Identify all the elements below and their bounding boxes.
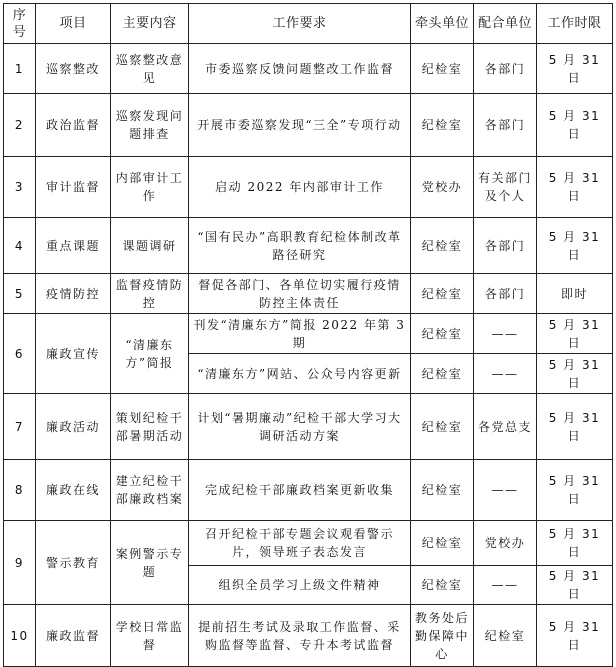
cooperate-cell: 党校办 [474,521,537,566]
deadline-cell: 5 月 31 日 [537,94,613,157]
seq-cell: 7 [4,394,36,460]
content-cell: “清廉东方”简报 [111,314,189,394]
requirement-cell: 市委巡察反馈问题整改工作监督 [189,44,411,94]
project-cell: 政治监督 [36,94,111,157]
table-row [4,521,613,566]
lead-cell: 纪检室 [411,566,474,605]
seq-cell: 6 [4,314,36,394]
header-content: 主要内容 [111,4,189,44]
cooperate-cell: 纪检室 [474,605,537,667]
seq-cell: 10 [4,605,36,667]
lead-cell: 纪检室 [411,394,474,460]
cooperate-cell: —— [474,354,537,394]
content-cell: 案例警示专题 [111,521,189,605]
content-cell: 学校日常监督 [111,605,189,667]
requirement-cell: 启动 2022 年内部审计工作 [189,157,411,218]
deadline-cell: 5 月 31 日 [537,394,613,460]
requirement-cell: “清廉东方”网站、公众号内容更新 [189,354,411,394]
seq-cell: 4 [4,218,36,274]
header-requirement: 工作要求 [189,4,411,44]
deadline-cell: 5 月 31 日 [537,605,613,667]
project-cell: 疫情防控 [36,274,111,314]
deadline-cell: 5 月 31 日 [537,218,613,274]
seq-cell: 8 [4,460,36,521]
requirement-cell: 督促各部门、各单位切实履行疫情防控主体责任 [189,274,411,314]
deadline-cell: 5 月 31 日 [537,314,613,354]
requirement-cell: 刊发“清廉东方”简报 2022 年第 3 期 [189,314,411,354]
content-cell: 巡察整改意见 [111,44,189,94]
table-row [4,274,613,314]
project-cell: 重点课题 [36,218,111,274]
lead-cell: 纪检室 [411,314,474,354]
table-row [4,460,613,521]
cooperate-cell: —— [474,314,537,354]
header-cooperate: 配合单位 [474,4,537,44]
lead-cell: 纪检室 [411,521,474,566]
header-lead: 牵头单位 [411,4,474,44]
seq-cell: 1 [4,44,36,94]
requirement-cell: 开展市委巡察发现“三全”专项行动 [189,94,411,157]
table-row [4,314,613,354]
project-cell: 廉政宣传 [36,314,111,394]
seq-cell: 2 [4,94,36,157]
content-cell: 建立纪检干部廉政档案 [111,460,189,521]
cooperate-cell: 各党总支 [474,394,537,460]
deadline-cell: 5 月 31 日 [537,157,613,218]
lead-cell: 纪检室 [411,218,474,274]
table-row [4,394,613,460]
project-cell: 巡察整改 [36,44,111,94]
requirement-cell: 完成纪检干部廉政档案更新收集 [189,460,411,521]
deadline-cell: 5 月 31 日 [537,521,613,566]
header-deadline: 工作时限 [537,4,613,44]
project-cell: 警示教育 [36,521,111,605]
lead-cell: 纪检室 [411,460,474,521]
deadline-cell: 5 月 31 日 [537,566,613,605]
cooperate-cell: 各部门 [474,44,537,94]
table-row [4,94,613,157]
lead-cell: 纪检室 [411,44,474,94]
project-cell: 廉政活动 [36,394,111,460]
header-row [4,4,613,44]
cooperate-cell: —— [474,566,537,605]
lead-cell: 党校办 [411,157,474,218]
deadline-cell: 5 月 31 日 [537,44,613,94]
requirement-cell: 召开纪检干部专题会议观看警示片，领导班子表态发言 [189,521,411,566]
table-row [4,605,613,667]
cooperate-cell: 各部门 [474,94,537,157]
header-project: 项目 [36,4,111,44]
seq-cell: 5 [4,274,36,314]
content-cell: 巡察发现问题排查 [111,94,189,157]
table-row [4,157,613,218]
seq-cell: 9 [4,521,36,605]
cooperate-cell: 有关部门及个人 [474,157,537,218]
table-row [4,44,613,94]
requirement-cell: 组织全员学习上级文件精神 [189,566,411,605]
project-cell: 廉政在线 [36,460,111,521]
cooperate-cell: 各部门 [474,218,537,274]
requirement-cell: “国有民办”高职教育纪检体制改革路径研究 [189,218,411,274]
deadline-cell: 5 月 31 日 [537,354,613,394]
cooperate-cell: 各部门 [474,274,537,314]
requirement-cell: 提前招生考试及录取工作监督、采购监督等监督、专升本考试监督 [189,605,411,667]
lead-cell: 纪检室 [411,94,474,157]
deadline-cell: 即时 [537,274,613,314]
content-cell: 课题调研 [111,218,189,274]
lead-cell: 纪检室 [411,274,474,314]
work-plan-table [3,3,613,667]
requirement-cell: 计划“暑期廉动”纪检干部大学习大调研活动方案 [189,394,411,460]
header-seq: 序号 [4,4,36,44]
project-cell: 廉政监督 [36,605,111,667]
content-cell: 策划纪检干部暑期活动 [111,394,189,460]
table-row [4,218,613,274]
lead-cell: 纪检室 [411,354,474,394]
seq-cell: 3 [4,157,36,218]
content-cell: 内部审计工作 [111,157,189,218]
cooperate-cell: —— [474,460,537,521]
project-cell: 审计监督 [36,157,111,218]
lead-cell: 教务处后勤保障中心 [411,605,474,667]
deadline-cell: 5 月 31 日 [537,460,613,521]
content-cell: 监督疫情防控 [111,274,189,314]
